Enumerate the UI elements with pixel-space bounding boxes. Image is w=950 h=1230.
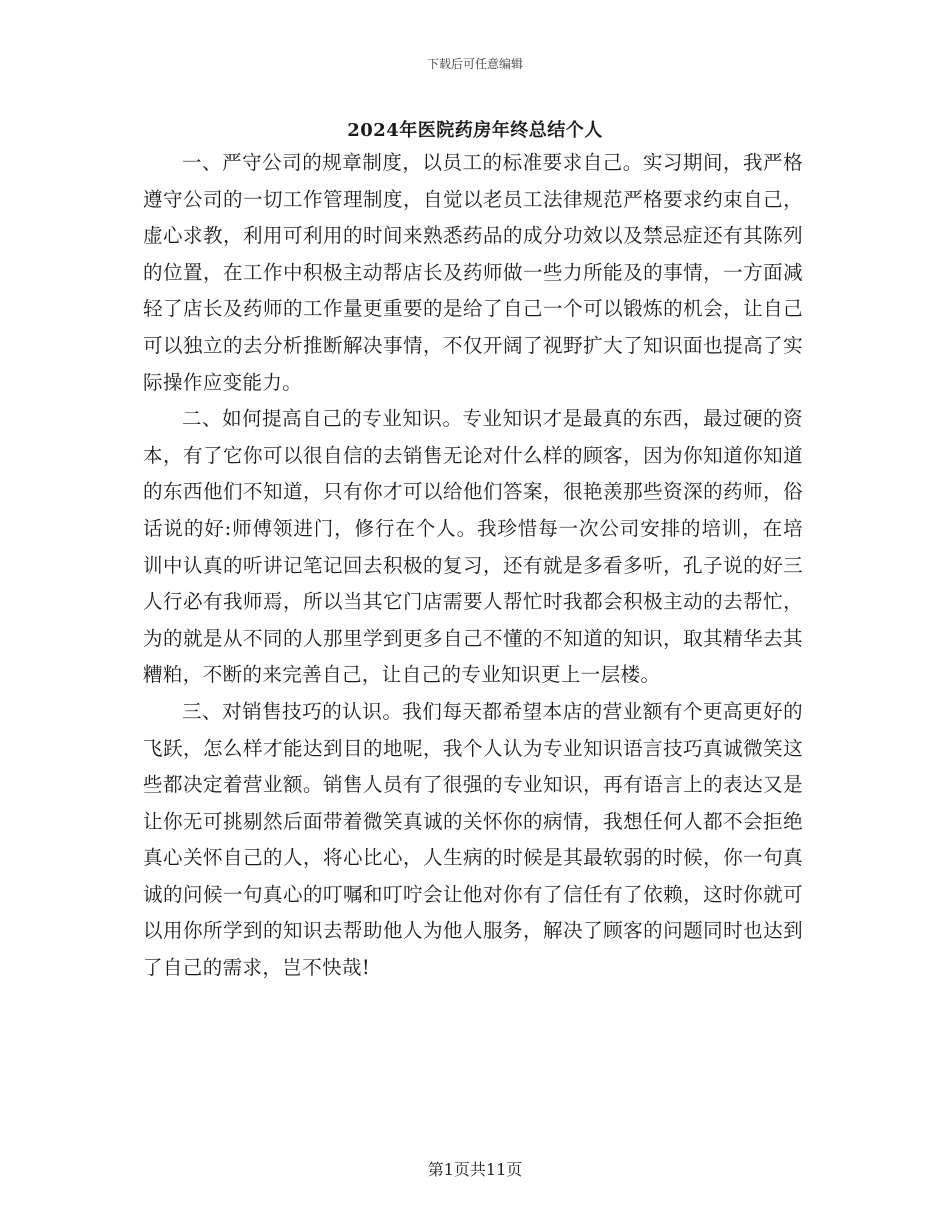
document-body [143, 145, 803, 987]
paragraph-2: 二、如何提高自己的专业知识。专业知识才是最真的东西，最过硬的资本，有了它你可以很自信的去销售无论对什么样的顾客，因为你知道你知道的东西他们不知道，只有你才可以给他们答案，很艳羡那些资深的药师，俗话说的好:师傅领进门，修行在个人。我珍惜每一次公司安排的培训，在培训中认真的听讲记笔记回去积极的复习，还有就是多看多听，孔子说的好三人行必有我师焉，所以当其它门店需要人帮忙时我都会积极主动的去帮忙，为的就是从不同的人那里学到更多自己不懂的不知道的知识，取其精华去其糟粕，不断的来完善自己，让自己的专业知识更上一层楼。 [143, 407, 803, 687]
page-number-footer: 第1页共11页 [427, 1160, 523, 1179]
page-header-note: 下载后可任意编辑 [426, 57, 523, 71]
paragraph-3: 三、对销售技巧的认识。我们每天都希望本店的营业额有个更高更好的飞跃，怎么样才能达到目的地呢，我个人认为专业知识语言技巧真诚微笑这些都决定着营业额。销售人员有了很强的专业知识，再有语言上的表达又是让你无可挑剔然后面带着微笑真诚的关怀你的病情，我想任何人都不会拒绝真心关怀自己的人，将心比心，人生病的时候是其最软弱的时候，你一句真诚的问候一句真心的叮嘱和叮咛会让他对你有了信任有了依赖，这时你就可以用你所学到的知识去帮助他人为他人服务，解决了顾客的问题同时也达到了自己的需求，岂不快哉! [143, 699, 803, 980]
paragraph-1: 一、严守公司的规章制度，以员工的标准要求自己。实习期间，我严格遵守公司的一切工作管理制度，自觉以老员工法律规范严格要求约束自己，虚心求教，利用可利用的时间来熟悉药品的成分功效以及禁忌症还有其陈列的位置，在工作中积极主动帮店长及药师做一些力所能及的事情，一方面减轻了店长及药师的工作量更重要的是给了自己一个可以锻炼的机会，让自己可以独立的去分析推断解决事情，不仅开阔了视野扩大了知识面也提高了实际操作应变能力。 [143, 151, 803, 394]
document-title: 2024年医院药房年终总结个人 [347, 120, 603, 141]
